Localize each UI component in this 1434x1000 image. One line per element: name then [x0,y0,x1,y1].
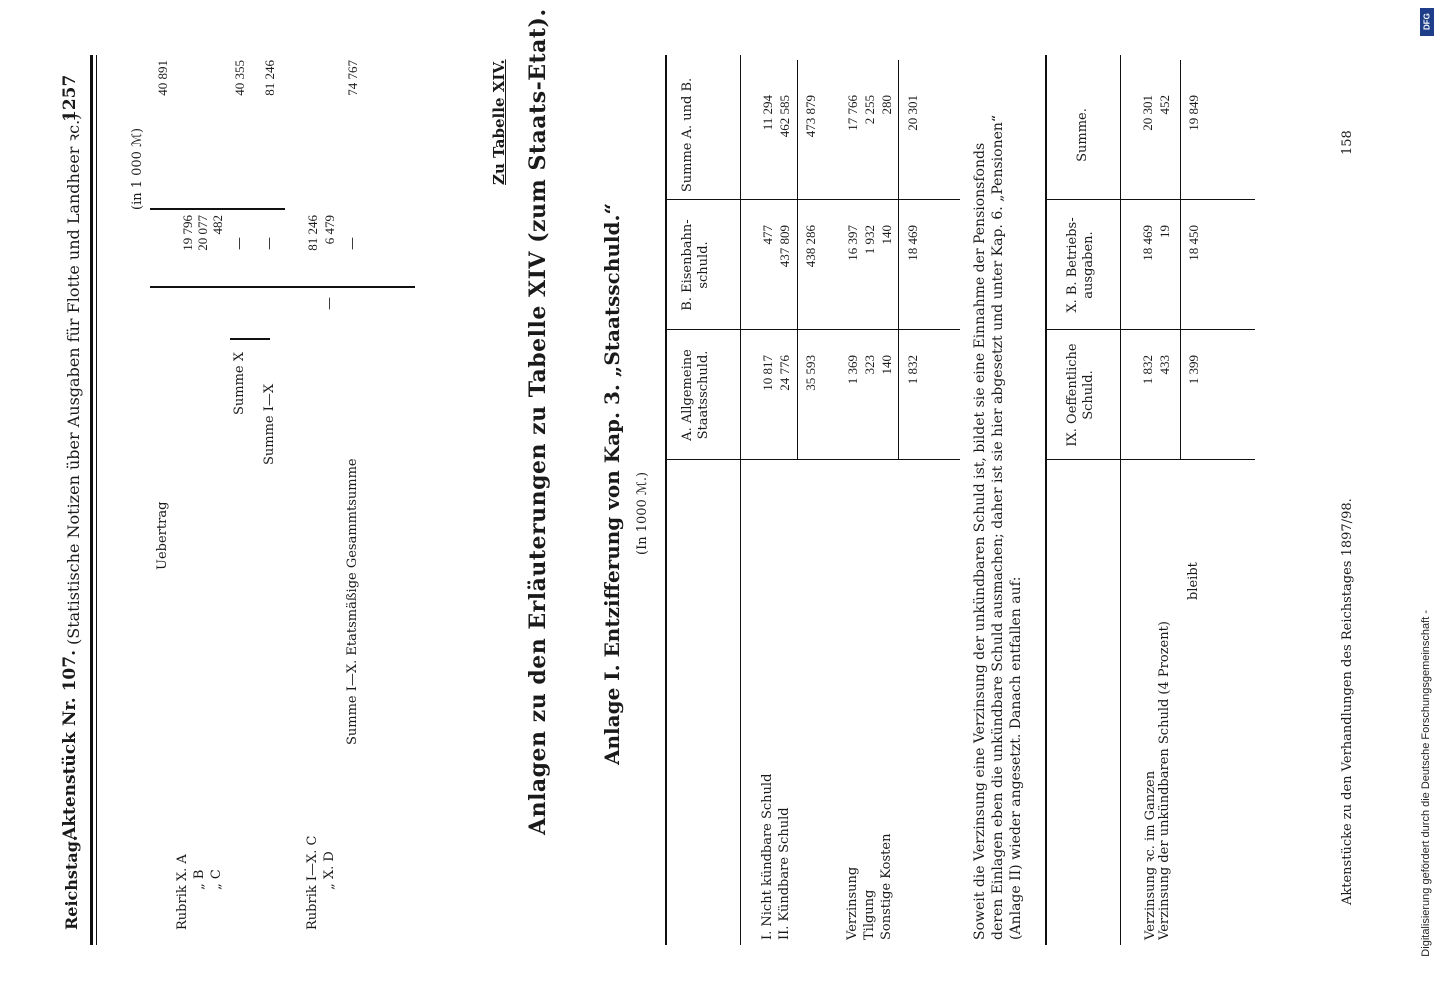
table2-cell: 18 469 [1140,225,1155,261]
row-uebertrag-value: 40 891 [155,60,170,96]
row-xc-value: 482 [210,215,225,235]
table1-cell: 323 [862,355,877,375]
row-gesammt-value: 74 767 [345,60,360,96]
table1-row-label: I. Nicht kündbare Schuld [760,773,775,940]
footer-left: Aktenstücke zu den Verhandlungen des Reichstages 1897/98. [1340,498,1355,905]
paragraph-line-2: deren Einlagen eben die unkündbare Schuld ausmachen; daher ist sie hier abgesetzt und unter Kap. 6. „Pensionen“ [990,114,1006,940]
top-table-vrule [150,286,415,288]
table1-cell: 1 932 [862,225,877,255]
section-ref: Zu Tabelle XIV. [490,59,508,185]
table1-cell: 1 832 [905,355,920,385]
table1-header-b: B. Eisenbahn-schuld. [680,219,711,311]
table1-cell: 437 809 [777,225,792,268]
footer-page: 158 [1340,130,1355,155]
row-xb-label: „ B [192,869,207,890]
table1-header-sum: Summe A. und B. [680,77,695,193]
table2-cell: 433 [1157,355,1172,375]
row-x-d-value: 6 479 [322,215,337,245]
dfg-logo: DFG [1420,8,1434,36]
row-summe-i-x-label: Summe I—X [262,383,277,465]
row-summe-x-label: Summe X [232,351,247,415]
header-reichstag: Reichstag. [62,835,81,930]
page-number: 1257 [60,74,80,122]
table1-cell: 473 879 [803,95,818,138]
table2-cell: 1 399 [1186,355,1201,385]
top-table-vrule-2 [150,208,285,210]
row-xb-value: 20 077 [195,215,210,251]
table2-sum-rule [1180,60,1181,460]
table1-sum-rule-2 [898,60,899,460]
row-summe-i-x-value: 81 246 [262,60,277,96]
table1-cell: 20 301 [905,95,920,131]
table1-vrule-1 [665,459,960,460]
table1-cell: 18 469 [905,225,920,261]
table2-row-label: bleibt [1186,562,1201,600]
table1-head-rule [740,55,741,945]
row-xa-value: 19 796 [180,215,195,251]
sidebar-notice: Digitalisierung gefördert durch die Deutsche Forschungsgemeinschaft - [1420,610,1432,957]
table1-cell: 477 [760,225,775,245]
table2-vrule-2 [1045,329,1255,330]
table1-row-label: Sonstige Kosten [879,833,894,940]
header-title: (Statistische Notizen über Ausgaben für Flotte und Landheer ꝛc.) [64,113,83,645]
section-heading: Anlagen zu den Erläuterungen zu Tabelle XIV (zum Staats-Etat). [525,8,551,835]
row-uebertrag-label: Uebertrag [155,501,170,570]
table2-header-sum: Summe. [1075,108,1090,162]
table1-cell: 140 [879,225,894,245]
table1-top-rule [665,55,667,945]
table1-row-label: Verzinsung [845,866,860,940]
table1-cell: 11 294 [760,95,775,131]
table1-vrule-3 [665,199,960,200]
table2-cell: 18 450 [1186,225,1201,261]
row-gesammt-dash: — [345,237,360,250]
paragraph-line-1: Soweit die Verzinsung eine Verzinsung der unkündbaren Schuld ist, bildet sie eine Einnahme der Pensionsfonds [972,142,988,940]
header-aktenstueck: Aktenstück Nr. 107. [60,649,80,840]
row-i-x-c-label: Rubrik I—X. C [305,835,320,930]
row-i-x-c-value: 81 246 [305,215,320,251]
row-summe-i-x-dash: — [262,237,277,250]
table1-header-a: A. Allgemeine Staatsschuld. [680,349,711,441]
row-gesammt-label: Summe I—X. Etatsmäßige Gesammtsumme [345,458,360,745]
table2-row-label: Verzinsung ꝛc. im Ganzen [1143,770,1158,940]
table1-cell: 2 255 [862,95,877,125]
row-x-d-label: „ X. D [322,851,337,890]
paragraph-line-3: (Anlage II) wieder angesetzt. Danach entfallen auf: [1008,576,1024,940]
table1-row-label: Tilgung [862,889,877,940]
header-rule [90,55,93,945]
table1-sum-rule [797,60,798,460]
table1-cell: 35 593 [803,355,818,391]
row-summe-x-dash: — [232,237,247,250]
table1-cell: 17 766 [845,95,860,131]
table2-top-rule [1045,55,1047,945]
header-rule-thin [96,55,97,945]
table1-cell: 24 776 [777,355,792,391]
anlage-title: Anlage I. Entzifferung von Kap. 3. „Staatsschuld.“ [600,203,624,765]
row-xa-label: Rubrik X. A [175,854,190,930]
table2-row-label: Verzinsung der unkündbaren Schuld (4 Prozent) [1157,621,1172,940]
table2-cell: 1 832 [1140,355,1155,385]
table2-vrule-1 [1045,459,1255,460]
table1-cell: 462 585 [777,95,792,138]
table1-cell: 10 817 [760,355,775,391]
table2-cell: 19 849 [1186,95,1201,131]
top-table-vrule-3 [230,338,270,340]
table1-cell: 140 [879,355,894,375]
table2-vrule-3 [1045,199,1255,200]
table1-cell: 1 369 [845,355,860,385]
table2-header-xb: X. B. Betriebs-ausgaben. [1065,217,1096,313]
row-summe-x-value: 40 355 [232,60,247,96]
table2-cell: 19 [1157,225,1172,238]
table1-row-label: II. Kündbare Schuld [777,807,792,940]
table2-cell: 20 301 [1140,95,1155,131]
top-table-unit: (in 1 000 ℳ) [130,127,145,210]
row-x-d-dash: — [322,297,337,310]
table1-cell: 438 286 [803,225,818,268]
table2-header-ix: IX. Oeffentliche Schuld. [1065,343,1096,447]
table2-head-rule [1120,55,1121,945]
anlage-unit: (In 1000 ℳ.) [635,471,650,555]
table1-cell: 16 397 [845,225,860,261]
table1-vrule-2 [665,329,960,330]
table2-cell: 452 [1157,95,1172,115]
table1-cell: 280 [879,95,894,115]
row-xc-label: „ C [209,869,224,890]
